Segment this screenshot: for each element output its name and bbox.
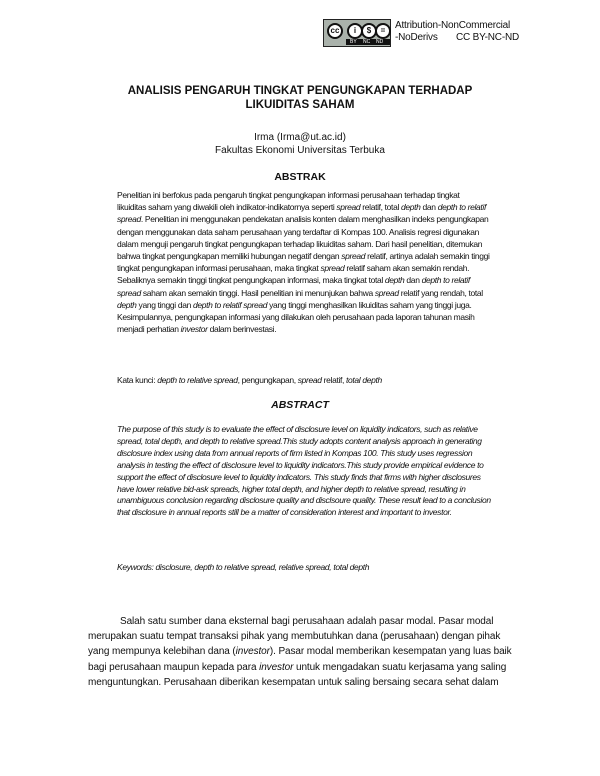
abstrak-text: relatif yang rendah, total <box>398 287 483 298</box>
keyword: total depth <box>346 375 382 385</box>
abstrak-paragraph <box>117 189 490 335</box>
license-line1: Attribution-NonCommercial <box>395 20 511 31</box>
abstrak-text: yang tinggi dan <box>136 299 193 310</box>
keyword: spread <box>297 375 322 385</box>
cc-icon: cc <box>327 23 343 39</box>
author-name: Irma (Irma@ut.ac.id) <box>254 132 346 143</box>
body-paragraph <box>88 614 522 690</box>
abstrak-text: relatif, artinya adalah semakin tinggi tingkat pengungkapan informasi perusahaan, maka tingkat <box>117 251 490 274</box>
title-line-2: LIKUIDITAS SAHAM <box>245 99 355 111</box>
abstrak-em: spread <box>336 202 361 213</box>
badge-nd-label: ND <box>376 39 384 45</box>
abstrak-text: Penelitian ini berfokus pada pengaruh tingkat pengungkapan informasi perusahaan terhadap tingkat likuiditas saham yang diwakili oleh indikator-indikatornya seperti <box>117 190 460 213</box>
abstrak-em: depth <box>117 299 137 310</box>
license-code: CC BY-NC-ND <box>456 32 519 43</box>
abstrak-text: dalam berinvestasi. <box>207 324 277 335</box>
abstrak-text: dan <box>404 275 422 286</box>
paper-title <box>60 84 540 112</box>
license-banner <box>323 19 519 47</box>
abstrak-text: yang tinggi menghasilkan likuiditas saham yang tinggi juga. Kesimpulannya, pengungkapan informasi yang dilakukan oleh perusahaan pada laporan tahunan masih menjadi perhatian <box>117 299 475 335</box>
noncommercial-icon: $ <box>361 23 377 39</box>
body-em: investor <box>235 646 270 658</box>
abstrak-text: relatif saham akan semakin rendah. Sebaliknya semakin tinggi tingkat pengungkapan informasi, maka tingkat total <box>117 263 470 286</box>
abstrak-em: depth <box>384 275 405 286</box>
author-affiliation: Fakultas Ekonomi Universitas Terbuka <box>215 145 385 156</box>
license-line2 <box>395 32 519 44</box>
title-line-1: ANALISIS PENGARUH TINGKAT PENGUNGKAPAN TERHADAP <box>127 85 473 97</box>
abstrak-em: investor <box>180 324 208 335</box>
attribution-icon: i <box>347 23 363 39</box>
abstrak-em: depth to relatif spread <box>117 275 470 298</box>
abstrak-heading: ABSTRAK <box>274 171 326 183</box>
badge-strip <box>346 39 390 45</box>
body-em: investor <box>259 661 294 673</box>
cc-license-badge <box>323 19 391 47</box>
license-text <box>395 20 519 44</box>
noderivs-icon: = <box>375 23 391 39</box>
abstrak-em: depth to relatif spread <box>117 202 486 225</box>
author-block <box>60 131 540 157</box>
abstract-paragraph: The purpose of this study is to evaluate the effect of disclosure level on liquidity indicators, such as relative spread, total depth, and depth to relative spread.This study adopts content analysis approach in generating disclosure index using data from annual reports of firm listed in Kompas 100. This study uses regression analysis in testing the effect of disclosure level to liquidity indicators.This study provide empirical evidence to support the effect of disclosure level to liquidity indicators. This study finds that firms with higher disclosures have lower relative bid-ask spreads, higher total depth, and higher depth to relative spread, resulting in unambiguous conclusion regarding disclosure quality and disclsoure quality. These result lead to a conclusion that disclosure in annual reports still be a matter of consideration interest and important to investor. <box>117 424 491 518</box>
badge-by-label: BY <box>350 39 357 45</box>
body-text: ). Pasar modal memberikan kesempatan yang luas baik bagi perusahaan maupun kepada para <box>88 646 512 673</box>
abstract-heading: ABSTRACT <box>271 399 329 411</box>
kata-kunci-label: Kata kunci: <box>117 375 158 385</box>
keyword: relatif, <box>321 375 347 385</box>
abstrak-text: saham akan semakin tinggi. Hasil penelitian ini menunjukan bahwa <box>140 287 375 298</box>
abstrak-em: depth to relatif spread <box>192 299 268 310</box>
body-text: Salah satu sumber dana eksternal bagi perusahaan adalah pasar modal. Pasar modal merupakan suatu tempat transaksi pihak yang membutuhkan dana (perusahaan) dengan pihak yang mempunya kelebihan dana ( <box>88 616 501 658</box>
abstrak-em: spread <box>374 287 399 298</box>
abstrak-em: depth <box>401 202 421 213</box>
abstrak-text: . Penelitian ini menggunakan pendekatan analisis konten dalam menghasilkan indeks pengungkapan dengan menggunakan data saham perusahaan yang terdaftar di Kompas 100. Analisis regresi digunakan dalam menguji pengaruh tingkat pengungkapan terhadap likuiditas saham. Dari hasil penelitian, ditemukan bahwa tingkat pengungkapan memiliki hubungan negatif dengan <box>117 214 489 262</box>
keyword: , pengungkapan, <box>237 375 298 385</box>
abstrak-text: dan <box>420 202 438 213</box>
license-noderivs: -NoDerivs <box>395 32 438 43</box>
abstrak-text: relatif, total <box>360 202 401 213</box>
abstrak-em: spread <box>341 251 366 262</box>
kata-kunci <box>117 375 382 385</box>
keywords: Keywords: disclosure, depth to relative spread, relative spread, total depth <box>117 562 370 572</box>
body-text: untuk mengadakan suatu kerjasama yang saling menguntungkan. Perusahaan diberikan kesempatan untuk saling bersaing secara sehat dalam <box>88 661 507 688</box>
badge-nc-label: NC <box>363 39 371 45</box>
abstrak-em: spread <box>320 263 345 274</box>
keyword: depth to relative spread <box>157 375 238 385</box>
